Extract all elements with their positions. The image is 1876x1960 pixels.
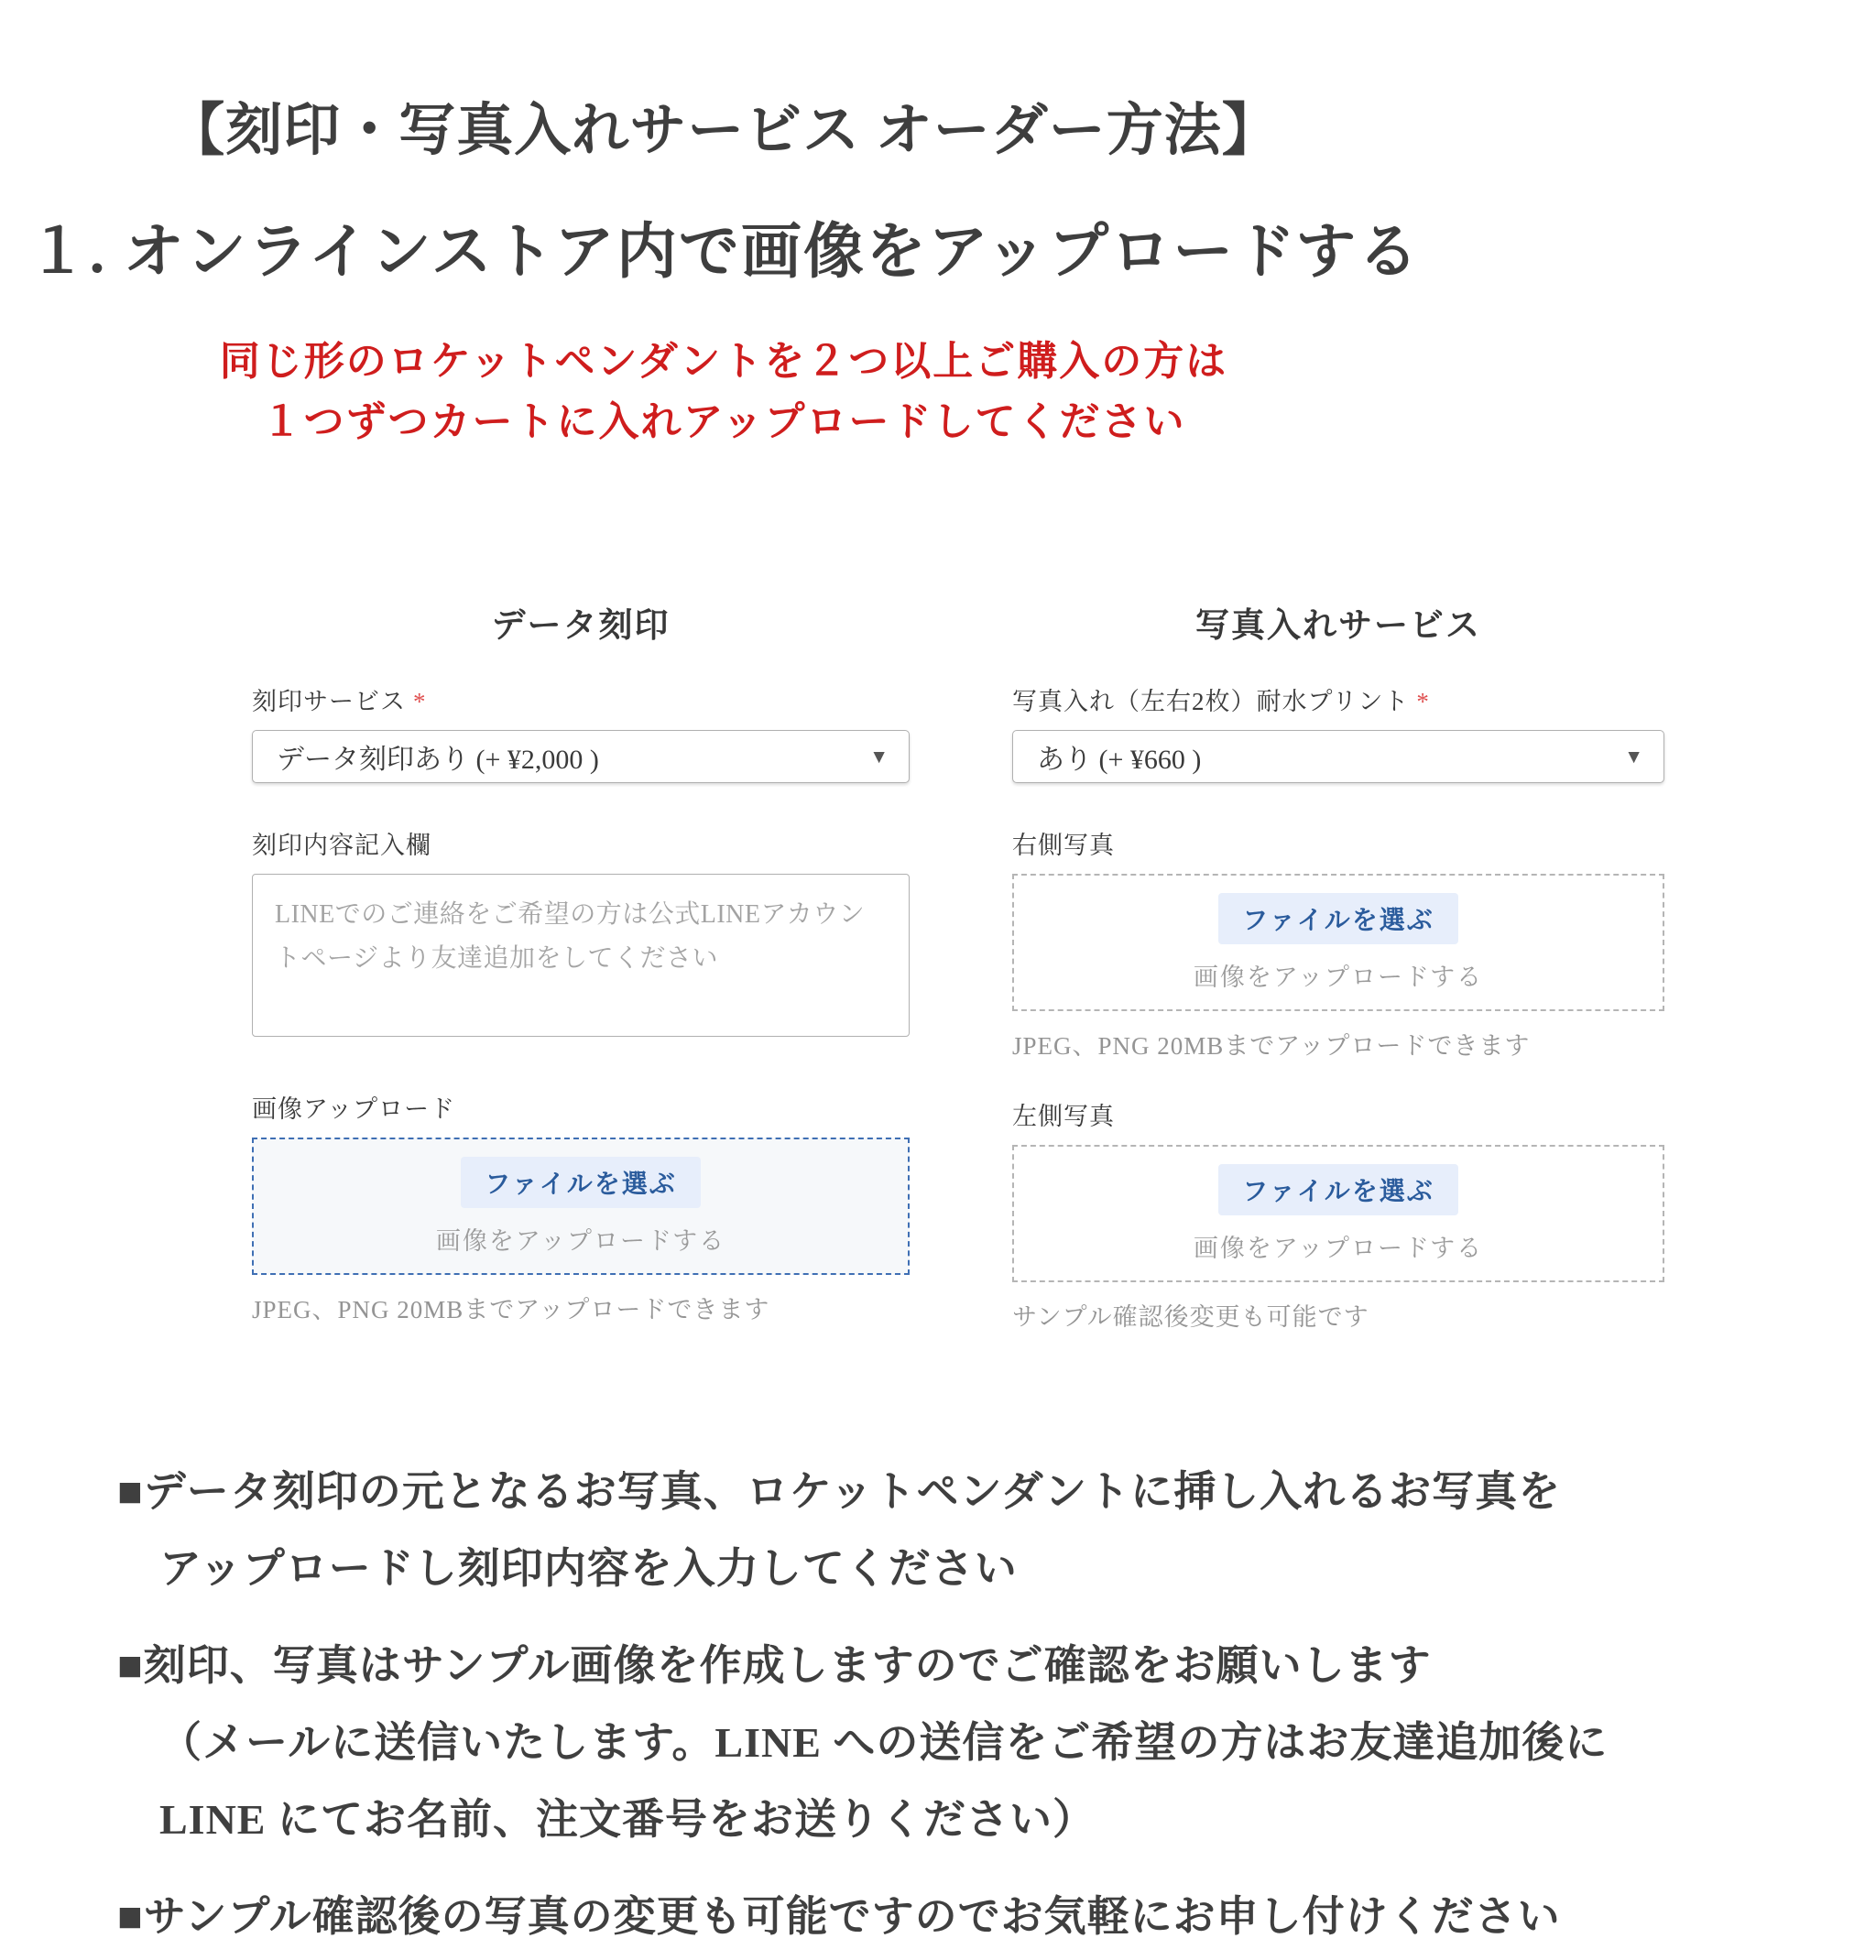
left-photo-dropzone[interactable] <box>1012 1145 1664 1282</box>
engraving-service-label <box>252 681 910 717</box>
engraving-format-note: JPEG、PNG 20MBまでアップロードできます <box>252 1296 770 1323</box>
right-photo-dropzone[interactable] <box>1012 874 1664 1011</box>
note-line: アップロードし刻印内容を入力してください <box>159 1545 1018 1592</box>
note-line: ■データ刻印の元となるお写真、ロケットペンダントに挿し入れるお写真を <box>117 1468 1562 1515</box>
photo-service-select[interactable] <box>1012 730 1664 783</box>
notes-list <box>117 1454 1876 1955</box>
engraving-content-label: 刻印内容記入欄 <box>252 832 431 859</box>
engraving-service-label-text: 刻印サービス <box>252 688 406 715</box>
note-line: LINE にてお名前、注文番号をお送りください） <box>159 1796 1096 1843</box>
photo-service-selected-value: あり (+ ¥660 ) <box>1037 745 1202 775</box>
page-title: 【刻印・写真入れサービス オーダー方法】 <box>168 100 1280 162</box>
engraving-service-select[interactable] <box>252 730 910 783</box>
step-heading: １. オンラインストア内で画像をアップロードする <box>27 219 1421 286</box>
upload-hint: 画像をアップロードする <box>1193 1234 1484 1262</box>
engraving-section-title: データ刻印 <box>491 607 671 645</box>
warning-line-2: １つずつカートに入れアップロードしてください <box>261 399 1186 444</box>
upload-hint: 画像をアップロードする <box>435 1226 726 1255</box>
note-line: ■刻印、写真はサンプル画像を作成しますのでご確認をお願いします <box>117 1642 1432 1689</box>
chevron-down-icon: ▼ <box>1624 745 1643 768</box>
left-photo-change-note: サンプル確認後変更も可能です <box>1012 1303 1369 1331</box>
engraving-upload-label: 画像アップロード <box>252 1095 456 1123</box>
warning-note <box>0 332 1447 452</box>
engraving-content-textarea[interactable] <box>252 874 910 1037</box>
required-asterisk: * <box>1416 688 1430 715</box>
note-line: ■サンプル確認後の写真の変更も可能ですのでお気軽にお申し付けください <box>117 1893 1561 1940</box>
right-photo-label: 右側写真 <box>1012 832 1115 859</box>
header <box>0 84 1447 452</box>
right-photo-format-note: JPEG、PNG 20MBまでアップロードできます <box>1012 1032 1531 1060</box>
choose-file-button[interactable]: ファイルを選ぶ <box>1218 893 1457 944</box>
required-asterisk: * <box>413 688 427 715</box>
note-line: （メールに送信いたします。LINE への送信をご希望の方はお友達追加後に <box>159 1719 1609 1766</box>
photo-service-label-text: 写真入れ（左右2枚）耐水プリント <box>1012 688 1410 715</box>
left-photo-label: 左側写真 <box>1012 1103 1115 1130</box>
upload-hint: 画像をアップロードする <box>1193 963 1484 991</box>
form-columns <box>252 597 1876 1333</box>
order-instructions-page <box>0 84 1876 1955</box>
engraving-section <box>252 597 910 1325</box>
chevron-down-icon: ▼ <box>869 745 889 768</box>
engraving-upload-dropzone[interactable] <box>252 1138 910 1275</box>
photo-section-title: 写真入れサービス <box>1195 607 1481 645</box>
warning-line-1: 同じ形のロケットペンダントを２つ以上ご購入の方は <box>219 339 1228 384</box>
engraving-service-selected-value: データ刻印あり (+ ¥2,000 ) <box>277 745 599 775</box>
photo-section <box>1012 597 1664 1333</box>
choose-file-button[interactable]: ファイルを選ぶ <box>461 1157 700 1208</box>
photo-service-label <box>1012 681 1664 717</box>
choose-file-button[interactable]: ファイルを選ぶ <box>1218 1164 1457 1215</box>
